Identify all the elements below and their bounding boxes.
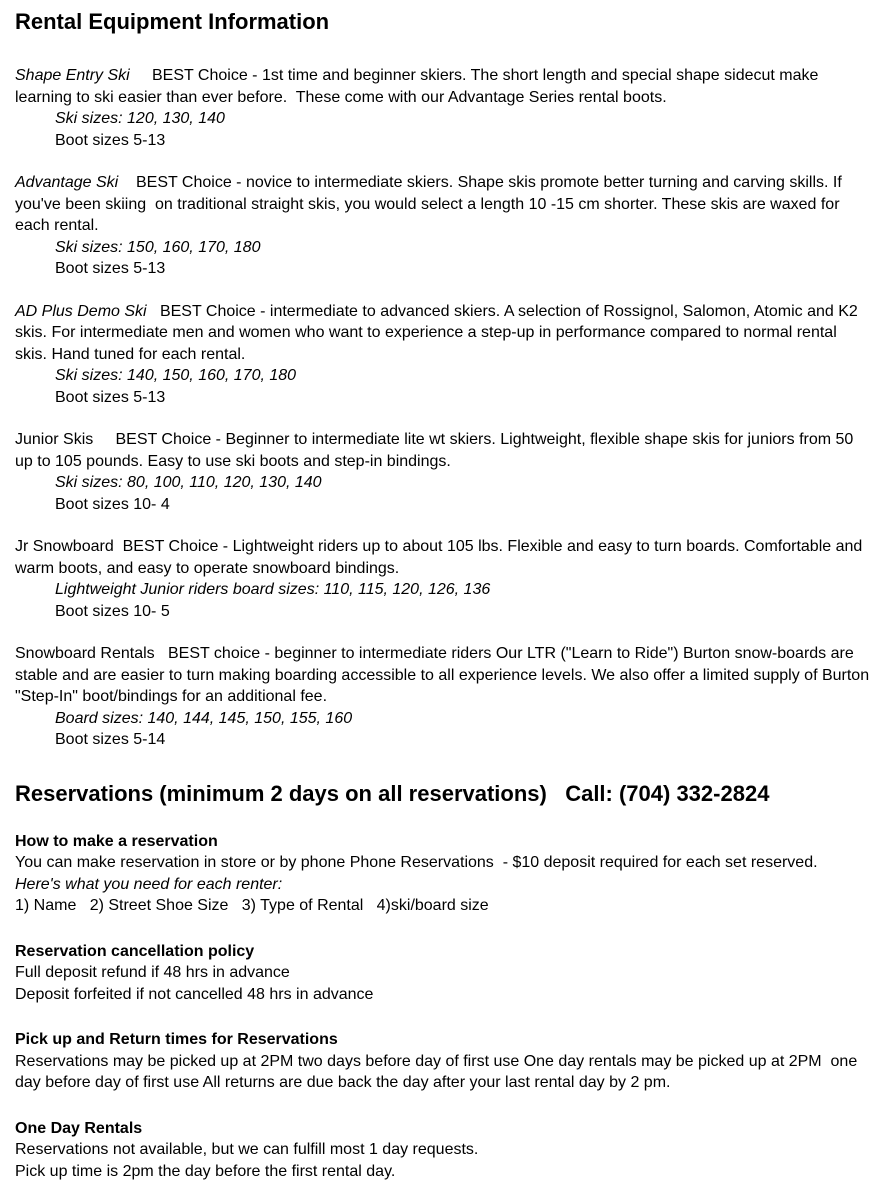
equipment-section-shape-entry-ski (15, 65, 873, 151)
equipment-lead (15, 643, 873, 708)
one-day-line: Reservations not available, but we can fulfill most 1 day requests. (15, 1141, 479, 1158)
equipment-section-junior-skis (15, 429, 873, 515)
cancellation-line: Deposit forfeited if not cancelled 48 hrs in advance (15, 985, 374, 1003)
equipment-section-jr-snowboard (15, 536, 873, 622)
boot-sizes: Boot sizes 10- 4 (55, 495, 170, 513)
name-gap (130, 67, 152, 84)
boot-sizes: Boot sizes 5-13 (55, 131, 166, 149)
boot-sizes: Boot sizes 5-13 (55, 260, 166, 277)
equipment-lead (15, 172, 873, 237)
equipment-description: BEST Choice - Lightweight riders up to about 105 lbs. Flexible and easy to turn boards. Comfortable and warm boots, and easy to operate snowboard bindings. (15, 538, 867, 577)
ski-sizes: Ski sizes: 140, 150, 160, 170, 180 (55, 367, 297, 384)
pickup-return-times-section (15, 1029, 873, 1094)
board-sizes: Lightweight Junior riders board sizes: 110, 115, 120, 126, 136 (55, 581, 491, 598)
boot-sizes: Boot sizes 10- 5 (55, 602, 170, 620)
equipment-name: Jr Snowboard (15, 538, 114, 555)
one-day-rentals-section (15, 1118, 873, 1183)
equipment-lead (15, 65, 873, 108)
cancellation-line: Full deposit refund if 48 hrs in advance (15, 964, 290, 981)
how-to-line: You can make reservation in store or by phone Phone Reservations - $10 deposit required for each set reserved. (15, 854, 818, 871)
cancellation-policy-section (15, 941, 873, 1006)
boot-sizes: Boot sizes 5-13 (55, 388, 166, 406)
ski-sizes: Ski sizes: 150, 160, 170, 180 (55, 238, 261, 256)
reservations-heading: Reservations (minimum 2 days on all reservations) Call: (704) 332-2824 (15, 780, 770, 806)
how-to-line: 1) Name 2) Street Shoe Size 3) Type of Rental 4)ski/board size (15, 897, 489, 914)
name-gap (147, 303, 160, 320)
subsection-heading: How to make a reservation (15, 832, 218, 850)
equipment-name: Shape Entry Ski (15, 67, 130, 84)
board-sizes: Board sizes: 140, 144, 145, 150, 155, 160 (55, 709, 353, 727)
equipment-lead (15, 301, 873, 366)
equipment-description: BEST Choice - intermediate to advanced skiers. A selection of Rossignol, Salomon, Atomic and K2 skis. For intermediate men and women who want to experience a step-up in performance compared to normal rental skis. Hand tuned for each rental. (15, 302, 863, 363)
how-to-line: Here's what you need for each renter: (15, 875, 283, 893)
equipment-description: BEST Choice - 1st time and beginner skiers. The short length and special shape sidecut make learning to ski easier than ever before. These come with our Advantage Series rental boots. (15, 67, 823, 106)
boot-sizes: Boot sizes 5-14 (55, 731, 166, 748)
equipment-name: Junior Skis (15, 431, 94, 448)
one-day-line: Pick up time is 2pm the day before the first rental day. (15, 1162, 396, 1180)
page-title: Rental Equipment Information (15, 9, 330, 34)
ski-sizes: Ski sizes: 80, 100, 110, 120, 130, 140 (55, 474, 322, 491)
name-gap (118, 174, 136, 191)
equipment-name: Snowboard Rentals (15, 645, 155, 662)
name-gap (155, 645, 168, 662)
equipment-description: BEST choice - beginner to intermediate riders Our LTR ("Learn to Ride") Burton snow-boards are stable and are easier to turn making boarding accessible to all experience levels. We also offer a limited supply of Burton "Step-In" boot/bindings for an additional fee. (15, 645, 874, 705)
equipment-description: BEST Choice - novice to intermediate skiers. Shape skis promote better turning and carving skills. If you've been skiing on traditional straight skis, you would select a length 10 -15 cm shorter. These skis are waxed for each rental. (15, 174, 847, 234)
pickup-line: Reservations may be picked up at 2PM two days before day of first use One day rentals may be picked up at 2PM one day before day of first use All returns are due back the day after your last rental day by 2 pm. (15, 1052, 862, 1091)
equipment-name: AD Plus Demo Ski (15, 302, 147, 320)
ski-sizes: Ski sizes: 120, 130, 140 (55, 110, 225, 127)
equipment-section-advantage-ski (15, 172, 873, 280)
equipment-description: BEST Choice - Beginner to intermediate lite wt skiers. Lightweight, flexible shape skis for juniors from 50 up to 105 pounds. Easy to use ski boots and step-in bindings. (15, 431, 858, 470)
subsection-heading: Reservation cancellation policy (15, 942, 255, 960)
equipment-lead (15, 429, 873, 472)
subsection-heading: One Day Rentals (15, 1119, 143, 1137)
how-to-make-reservation-section (15, 831, 873, 917)
equipment-lead (15, 536, 873, 579)
equipment-section-snowboard-rentals (15, 643, 873, 751)
subsection-heading: Pick up and Return times for Reservations (15, 1031, 338, 1048)
equipment-name: Advantage Ski (15, 174, 119, 191)
equipment-section-ad-plus-demo-ski (15, 301, 873, 409)
name-gap (114, 538, 123, 555)
name-gap (93, 431, 115, 448)
